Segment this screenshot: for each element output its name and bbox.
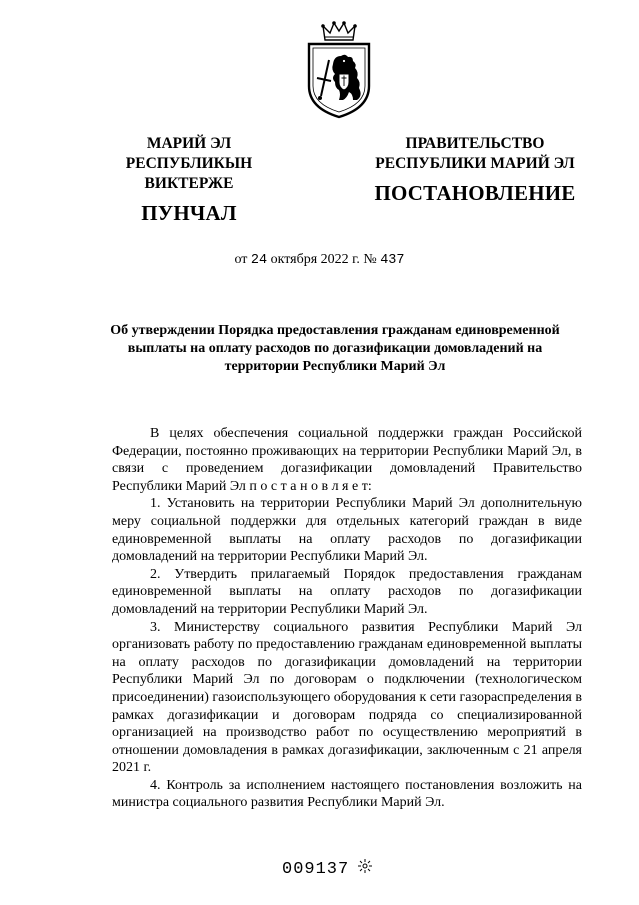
document-body	[112, 425, 582, 812]
clause-3-paragraph: 3. Министерству социального развития Республики Марий Эл организовать работу по предоставлению гражданам единовременной выплаты на оплату расходов по догазификации домовладений на территории Республики Марий Эл по договорам о подключении (технологическом присоединении) газоиспользующего оборудования к сети газораспределения в рамках догазификации и договорам подряда со специализированной организацией на производство работ по осуществлению мероприятий в отношении домовладения в рамках догазификации, заключенным с 21 апреля 2021 г.	[112, 619, 582, 776]
serial-number: 009137	[282, 860, 350, 879]
document-date-line	[0, 252, 639, 268]
header-right-block	[365, 134, 585, 206]
clause-4-paragraph: 4. Контроль за исполнением настоящего постановления возложить на министра социального развития Республики Марий Эл.	[112, 777, 582, 811]
document-title: Об утверждении Порядка предоставления гражданам единовременной выплаты на оплату расходов по догазификации домовладений на территории Республики Марий Эл	[110, 323, 560, 374]
date-month-year: октября 2022 г.	[270, 252, 360, 267]
header-left-line2: ВИКТЕРЖЕ	[144, 175, 234, 192]
header-right-line1: ПРАВИТЕЛЬСТВО	[405, 135, 545, 152]
document-number: 437	[380, 253, 405, 268]
header-right-line2: РЕСПУБЛИКИ МАРИЙ ЭЛ	[375, 155, 575, 172]
clause-2-paragraph: 2. Утвердить прилагаемый Порядок предоставления гражданам единовременной выплаты на оплату расходов по догазификации домовладений на территории Республики Марий Эл.	[112, 566, 582, 617]
clause-1-paragraph: 1. Установить на территории Республики Марий Эл дополнительную меру социальной поддержки для отдельных категорий граждан в виде единовременной выплаты на оплату расходов по догазификации домовладений на территории Республики Марий Эл.	[112, 496, 582, 565]
header-left-line1: МАРИЙ ЭЛ РЕСПУБЛИКЫН	[125, 135, 253, 172]
number-sign: №	[363, 252, 377, 267]
header-left-block	[84, 134, 294, 226]
date-day: 24	[250, 253, 268, 268]
header-right-doc-type: ПОСТАНОВЛЕНИЕ	[374, 181, 576, 205]
date-prefix: от	[234, 252, 248, 267]
ornament-icon	[357, 858, 373, 874]
coat-of-arms-icon	[303, 20, 375, 120]
header-left-doc-type: ПУНЧАЛ	[141, 201, 237, 225]
preamble-paragraph: В целях обеспечения социальной поддержки граждан Российской Федерации, постоянно проживающих на территории Республики Марий Эл, в связи с проведением догазификации домовладений Правительство Республики Марий Эл п о с т а н о в л я е т:	[112, 426, 582, 494]
